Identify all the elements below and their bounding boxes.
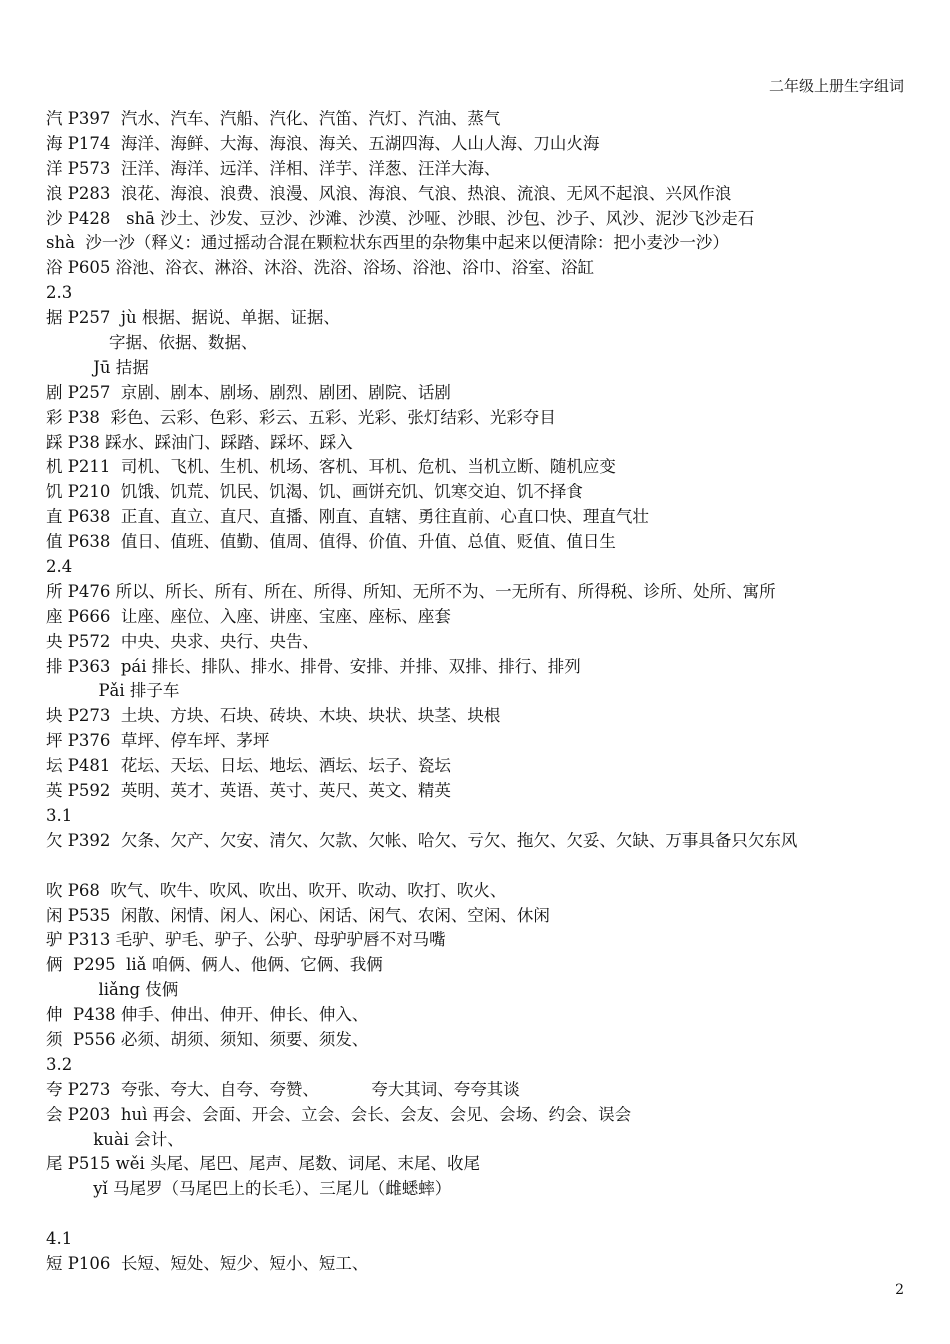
- text-line: [46, 1202, 916, 1227]
- text-line: 4.1: [46, 1229, 73, 1249]
- text-line: 块 P273 土块、方块、石块、砖块、木块、块状、块茎、块根: [46, 706, 501, 726]
- text-line: 浴 P605 浴池、浴衣、淋浴、沐浴、洗浴、浴场、浴池、浴巾、浴室、浴缸: [46, 258, 595, 278]
- text-line: 2.4: [46, 557, 73, 577]
- text-line: 所 P476 所以、所长、所有、所在、所得、所知、无所不为、一无所有、所得税、诊所、处所、寓所: [46, 581, 776, 601]
- text-line: 坪 P376 草坪、停车坪、茅坪: [46, 731, 270, 751]
- text-line: 英 P592 英明、英才、英语、英寸、英尺、英文、精英: [46, 781, 451, 801]
- text-line: 饥 P210 饥饿、饥荒、饥民、饥渴、饥、画饼充饥、饥寒交迫、饥不择食: [46, 482, 583, 502]
- text-line: shà 沙一沙（释义：通过摇动合混在颗粒状东西里的杂物集中起来以便清除：把小麦沙一沙）: [46, 233, 729, 253]
- text-line: 浪 P283 浪花、海浪、浪费、浪漫、风浪、海浪、气浪、热浪、流浪、无风不起浪、兴风作浪: [46, 183, 732, 203]
- text-line: 踩 P38 踩水、踩油门、踩踏、踩坏、踩入: [46, 432, 353, 452]
- text-line: Pǎi 排子车: [46, 681, 180, 701]
- text-line: 剧 P257 京剧、剧本、剧场、剧烈、剧团、剧院、话剧: [46, 382, 451, 402]
- text-line: 海 P174 海洋、海鲜、大海、海浪、海关、五湖四海、人山人海、刀山火海: [46, 133, 600, 153]
- text-line: Jū 拮据: [46, 357, 149, 377]
- text-line: 彩 P38 彩色、云彩、色彩、彩云、五彩、光彩、张灯结彩、光彩夺目: [46, 407, 556, 427]
- text-line: 字据、依据、数据、: [46, 333, 258, 353]
- text-line: 须 P556 必须、胡须、须知、须要、须发、: [46, 1029, 369, 1049]
- text-line: 洋 P573 汪洋、海洋、远洋、洋相、洋芋、洋葱、汪洋大海、: [46, 158, 501, 178]
- text-line: [46, 854, 916, 879]
- text-line: 3.1: [46, 805, 73, 825]
- text-line: 欠 P392 欠条、欠产、欠安、清欠、欠款、欠帐、哈欠、亏欠、拖欠、欠妥、欠缺、万事具备只欠东风: [46, 830, 798, 850]
- text-line: 3.2: [46, 1054, 73, 1074]
- text-line: 吹 P68 吹气、吹牛、吹风、吹出、吹开、吹动、吹打、吹火、: [46, 880, 507, 900]
- text-line: 坛 P481 花坛、天坛、日坛、地坛、酒坛、坛子、瓷坛: [46, 756, 451, 776]
- document-body: [46, 107, 916, 1277]
- text-line: 会 P203 huì 再会、会面、开会、立会、会长、会友、会见、会场、约会、误会: [46, 1104, 632, 1124]
- text-line: 2.3: [46, 283, 73, 303]
- page-header: 二年级上册生字组词: [768, 77, 904, 95]
- text-line: 俩 P295 liǎ 咱俩、俩人、他俩、它俩、我俩: [46, 955, 383, 975]
- text-line: 座 P666 让座、座位、入座、讲座、宝座、座标、座套: [46, 606, 451, 626]
- text-line: 值 P638 值日、值班、值勤、值周、值得、价值、升值、总值、贬值、值日生: [46, 532, 616, 552]
- text-line: 尾 P515 wěi 头尾、尾巴、尾声、尾数、词尾、末尾、收尾: [46, 1154, 480, 1174]
- text-line: liǎng 伎俩: [46, 980, 179, 1000]
- page-number: 2: [895, 1282, 904, 1298]
- text-line: 机 P211 司机、飞机、生机、机场、客机、耳机、危机、当机立断、随机应变: [46, 457, 616, 477]
- text-line: 沙 P428 shā 沙土、沙发、豆沙、沙滩、沙漠、沙哑、沙眼、沙包、沙子、风沙、泥沙飞沙走石: [46, 208, 755, 228]
- text-line: 据 P257 jù 根据、据说、单据、证据、: [46, 308, 340, 328]
- text-line: kuài 会计、: [46, 1129, 184, 1149]
- text-line: 汽 P397 汽水、汽车、汽船、汽化、汽笛、汽灯、汽油、蒸气: [46, 109, 501, 128]
- text-line: 央 P572 中央、央求、央行、央告、: [46, 631, 319, 651]
- text-line: 闲 P535 闲散、闲情、闲人、闲心、闲话、闲气、农闲、空闲、休闲: [46, 905, 550, 925]
- text-line: 排 P363 pái 排长、排队、排水、排骨、安排、并排、双排、排行、排列: [46, 656, 581, 676]
- text-line: 直 P638 正直、直立、直尺、直播、刚直、直辖、勇往直前、心直口快、理直气壮: [46, 507, 649, 527]
- text-line: 伸 P438 伸手、伸出、伸开、伸长、伸入、: [46, 1005, 369, 1025]
- text-line: 夸 P273 夸张、夸大、自夸、夸赞、 夸大其词、夸夸其谈: [46, 1079, 520, 1099]
- text-line: yǐ 马尾罗（马尾巴上的长毛）、三尾儿（雌蟋蟀）: [46, 1179, 452, 1199]
- text-line: 驴 P313 毛驴、驴毛、驴子、公驴、母驴驴唇不对马嘴: [46, 930, 446, 950]
- text-line: 短 P106 长短、短处、短少、短小、短工、: [46, 1253, 369, 1273]
